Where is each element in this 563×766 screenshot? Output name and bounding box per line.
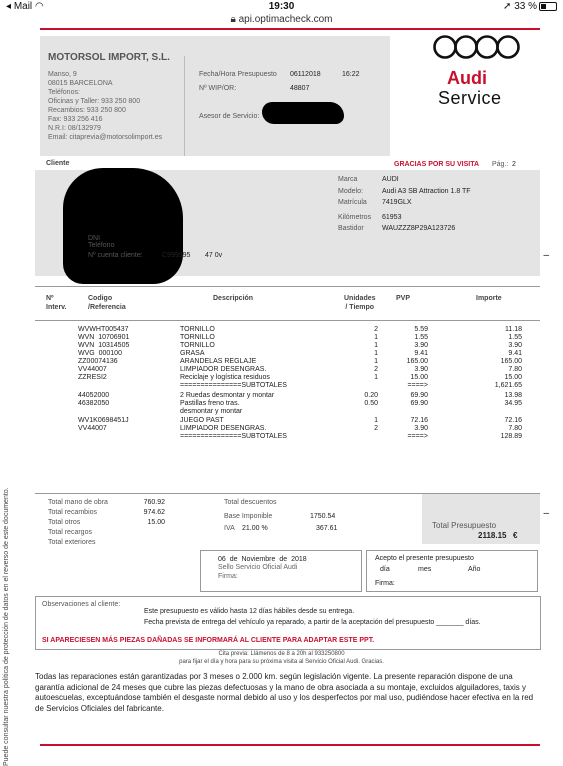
redaction-client (63, 168, 183, 284)
table-cell-desc: Pastillas freno tras. (180, 400, 240, 407)
table-cell-units: 0.20 (364, 392, 378, 399)
vehicle-values: AUDI Audi A3 SB Attraction 1.8 TF 7419GLX 61953 WAUZZZ8P29A123726 (382, 176, 471, 232)
totals-values: 760.92 974.62 15.00 (143, 499, 165, 526)
table-cell-units: 1 (374, 350, 378, 357)
table-cell-pvp: ====> (407, 433, 428, 440)
url-bar[interactable] (0, 14, 563, 28)
carrier-text: Mail (13, 1, 33, 12)
col-pvp: PVP (396, 295, 411, 302)
mes-label: mes (418, 566, 432, 573)
asesor-label: Asesor de Servicio: (199, 113, 260, 120)
iva-pct: 21.00 % (242, 525, 268, 532)
cita-line2: para fijar el día y hora para su próxima visita al Servicio Oficial Audi. Gracias. (179, 659, 384, 665)
table-top-border (35, 286, 540, 287)
table-cell-desc: desmontar y montar (180, 408, 243, 415)
table-cell-units: 1 (374, 358, 378, 365)
dia-label: día (380, 566, 390, 573)
table-cell-amount: 3.90 (508, 342, 522, 349)
table-cell-pvp: 3.90 (414, 366, 428, 373)
tel-label: Teléfono (88, 242, 115, 249)
table-cell-pvp: 15.00 (410, 374, 428, 381)
table-cell-pvp: 72.16 (410, 417, 428, 424)
redaction-asesor (262, 102, 344, 124)
carrier-label[interactable]: ◂ Mail ◠ (6, 1, 44, 12)
table-cell-pvp: 69.90 (410, 392, 428, 399)
iva-value: 367.61 (316, 525, 338, 532)
table-cell-pvp: ====> (407, 382, 428, 389)
table-cell-desc: Reciclaje y logística residuos (180, 374, 270, 381)
observations-warning: SI APARECIESEN MÁS PIEZAS DAÑADAS SE INFORMARÁ AL CLIENTE PARA ADAPTAR ESTE PPT. (42, 637, 375, 644)
table-cell-code: WVN 10706901 (78, 334, 130, 341)
sello-label: Sello Servicio Oficial Audi (218, 564, 298, 571)
table-cell-desc: LIMPIADOR DESENGRAS. (180, 425, 267, 432)
table-cell-pvp: 69.90 (410, 400, 428, 407)
clock: 19:30 (268, 1, 295, 12)
table-cell-units: 2 (374, 326, 378, 333)
col-descripcion: Descripción (213, 295, 254, 302)
table-cell-desc: JUEGO PAST (180, 417, 224, 424)
table-cell-units: 1 (374, 334, 378, 341)
header-divider (184, 56, 185, 156)
col-importe: Importe (476, 295, 502, 302)
table-cell-pvp: 9.41 (414, 350, 428, 357)
observations-line2: Fecha prevista de entrega del vehículo ya reparado, a partir de la aceptación del presupuesto _______ días. (144, 619, 481, 626)
table-cell-units: 1 (374, 417, 378, 424)
table-cell-code: ZZRESI2 (78, 374, 107, 381)
company-address: Manso, 9 08015 BARCELONA Teléfonos: Oficinas y Taller: 933 250 800 Recambios: 933 250 800 Fax: 933 256 416 N.R.I: 08/132979 Email: citaprevia@motorsolimport.es (48, 71, 163, 141)
firma-label: Firma: (218, 573, 238, 580)
thanks-text: GRACIAS POR SU VISITA (394, 161, 480, 168)
table-cell-units: 0.50 (364, 400, 378, 407)
table-cell-code: WVWHT005437 (78, 326, 129, 333)
iva-label: IVA (224, 525, 235, 532)
total-presupuesto-label: Total Presupuesto (432, 521, 497, 530)
table-cell-pvp: 1.55 (414, 334, 428, 341)
cita-line1: Cita previa: Llámenos de 8 a 20h al 933250800 (218, 651, 345, 657)
table-cell-pvp: 3.90 (414, 342, 428, 349)
acepto-label: Acepto el presente presupuesto (375, 555, 474, 562)
table-cell-pvp: 165.00 (406, 358, 428, 365)
bottom-accent-line (40, 744, 540, 746)
table-header-border (35, 320, 540, 321)
table-cell-code: 44052000 (78, 392, 110, 399)
table-cell-desc: TORNILLO (180, 342, 215, 349)
table-cell-amount: 13.98 (504, 392, 522, 399)
totals-labels: Total mano de obra Total recambios Total otros Total recargos Total exteriores (48, 499, 108, 546)
table-cell-desc: ARANDELAS REGLAJE (180, 358, 257, 365)
lock-icon: 🔒︎ (230, 14, 236, 25)
fecha-value: 06112018 (290, 71, 321, 78)
table-cell-code: ZZ00074136 (78, 358, 118, 365)
wip-label: Nº WIP/OR: (199, 85, 237, 92)
table-cell-units: 1 (374, 342, 378, 349)
table-cell-amount: 7.80 (508, 366, 522, 373)
observations-title: Observaciones al cliente: (42, 601, 121, 608)
currency-symbol: € (513, 531, 518, 540)
status-bar (0, 0, 563, 14)
table-cell-desc: 2 Ruedas desmontar y montar (180, 392, 275, 399)
document-page (0, 28, 563, 766)
table-cell-units: 2 (374, 425, 378, 432)
table-cell-amount: 1,621.65 (494, 382, 522, 389)
table-cell-amount: 165.00 (500, 358, 522, 365)
table-cell-amount: 34.95 (504, 400, 522, 407)
table-cell-amount: 11.18 (505, 326, 522, 333)
top-accent-line (40, 28, 540, 30)
battery-text: 33 % (514, 1, 537, 12)
location-icon: ➚ (503, 1, 512, 12)
table-cell-code: WVG 000100 (78, 350, 122, 357)
privacy-side-note: Puede consultar nuestra política de protección de datos en el reverso de este documento. (3, 487, 10, 766)
table-cell-amount: 15.00 (504, 374, 522, 381)
observations-line1: Este presupuesto es válido hasta 12 días hábiles desde su entrega. (144, 608, 355, 615)
total-presupuesto-value: 2118.15 (478, 531, 507, 540)
col-interv: Nº Interv. (46, 295, 67, 311)
account-label: Nº cuenta cliente: (88, 252, 143, 259)
account-value: C999995 (162, 252, 191, 259)
table-cell-code: 46382050 (78, 400, 110, 407)
base-value: 1750.54 (310, 513, 336, 520)
descuentos-label: Total descuentos (224, 499, 277, 506)
account-extra: 47 0v (205, 252, 223, 259)
page-value: 2 (512, 161, 516, 168)
hora-value: 16:22 (342, 71, 360, 78)
service-brand-text: Service (438, 88, 502, 108)
table-cell-pvp: 5.59 (414, 326, 428, 333)
guarantee-text: Todas las reparaciones están garantizadas por 3 meses o 2.000 km. según legislación vigente. La presente reparación dispone de una garantía adicional de 24 meses que cubre las piezas defectuosas y la mano de obra asociada a su montaje, excluidos alguiladores, taxis y autoescuelas, exceptuándose también el desgaste normal debido al uso y los desperfectos por mal uso, pudiéndose hacer efectiva en la red de Servicios Oficiales del fabricante. (35, 672, 534, 713)
vehicle-labels: Marca Modelo: Matrícula Kilómetros Bastidor (338, 176, 372, 232)
table-cell-pvp: 3.90 (414, 425, 428, 432)
base-label: Base Imponible (224, 513, 273, 520)
table-cell-code: WV1K0698451J (78, 417, 129, 424)
table-cell-units: 2 (374, 366, 378, 373)
company-name: MOTORSOL IMPORT, S.L. (48, 52, 170, 63)
table-cell-amount: 72.16 (504, 417, 522, 424)
table-cell-desc: LIMPIADOR DESENGRAS. (180, 366, 267, 373)
fecha-label: Fecha/Hora Presupuesto (199, 71, 277, 78)
wifi-icon: ◠ (34, 1, 44, 12)
table-cell-amount: 7.80 (508, 425, 522, 432)
margin-dash: – (543, 508, 549, 519)
wip-value: 48807 (290, 85, 310, 92)
battery-indicator (503, 1, 557, 12)
dni-label: DNI (88, 235, 101, 242)
table-cell-code: VV44007 (78, 425, 107, 432)
table-cell-desc: TORNILLO (180, 334, 215, 341)
table-cell-amount: 128.89 (500, 433, 522, 440)
audi-rings-logo (432, 34, 522, 60)
client-title: Cliente (46, 160, 70, 167)
table-cell-desc: GRASA (180, 350, 205, 357)
table-cell-amount: 9.41 (508, 350, 522, 357)
audi-brand-text: Audi (447, 68, 487, 88)
ano-label: Año (468, 566, 481, 573)
document-date: 06 de Noviembre de 2018 (218, 556, 307, 563)
battery-icon (539, 2, 557, 11)
table-cell-desc: TORNILLO (180, 326, 215, 333)
firma2-label: Firma: (375, 580, 395, 587)
table-cell-amount: 1.55 (508, 334, 522, 341)
table-cell-units: 1 (374, 374, 378, 381)
cita-previa (0, 650, 563, 666)
page-label: Pág.: (492, 161, 509, 168)
url-text: api.optimacheck.com (238, 14, 333, 25)
margin-dash: – (543, 250, 549, 261)
col-codigo: Codigo /Referencia (88, 295, 126, 311)
table-cell-code: VV44007 (78, 366, 107, 373)
table-cell-desc: ===============SUBTOTALES (180, 382, 287, 389)
table-cell-code: WVN 10314505 (78, 342, 130, 349)
table-cell-desc: ===============SUBTOTALES (180, 433, 287, 440)
col-unidades: Unidades / Tiempo (344, 295, 376, 311)
